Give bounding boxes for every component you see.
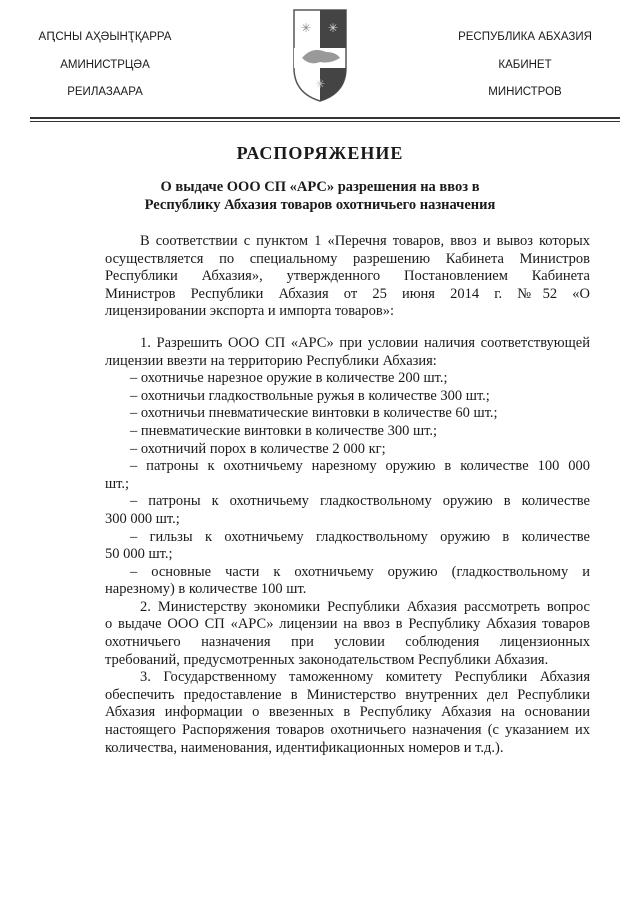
list-item: – патроны к охотничьему нарезному оружию в количестве 100 000 bbox=[130, 458, 590, 475]
text-line: лицензировании экспорта и импорта товаров»: bbox=[105, 303, 394, 320]
list-item: – патроны к охотничьему гладкоствольному оружию в количестве bbox=[130, 493, 590, 510]
text-line: обеспечить предоставление в Министерство внутренних дел Республики bbox=[105, 686, 590, 703]
text-line: Министров Республики Абхазия от 25 июня 2014 г. №52 «О bbox=[105, 285, 590, 302]
text-line: настоящего Распоряжения товаров охотничьего назначения (с указанием их bbox=[105, 722, 590, 739]
list-item: – пневматические винтовки в количестве 300 шт.; bbox=[130, 422, 438, 439]
text-line: количества, наименования, идентификационных номеров и т.д.). bbox=[105, 739, 504, 756]
text-line: осуществляется по специальному разрешению Кабинета Министров bbox=[105, 250, 590, 267]
list-item-cont: 50 000 шт.; bbox=[105, 546, 173, 563]
text-line: 3. Государственному таможенному комитету Республики Абхазия bbox=[140, 669, 590, 686]
list-item: – охотничье нарезное оружие в количестве 200 шт.; bbox=[130, 370, 448, 387]
subtitle-line: Республику Абхазия товаров охотничьего назначения bbox=[144, 197, 496, 213]
svg-text:✳: ✳ bbox=[300, 21, 312, 35]
svg-text:✳: ✳ bbox=[314, 77, 326, 91]
text-line: 2. Министерству экономики Республики Абхазия рассмотреть вопрос bbox=[140, 598, 590, 615]
document-subtitle bbox=[0, 178, 640, 214]
text-line: о выдаче ООО СП «АРС» лицензии на ввоз в Республику Абхазия товаров bbox=[105, 616, 590, 633]
list-item: – охотничий порох в количестве 2 000 кг; bbox=[130, 440, 386, 457]
document-body bbox=[105, 233, 590, 757]
text-line: В соответствии с пунктом 1 «Перечня товаров, ввоз и вывоз которых bbox=[140, 233, 590, 249]
list-item: – гильзы к охотничьему гладкоствольному оружию в количестве bbox=[130, 528, 590, 545]
header-russian bbox=[425, 30, 625, 113]
header-line: РЕСПУБЛИКА АБХАЗИЯ bbox=[458, 31, 592, 43]
list-item: – охотничьи гладкоствольные ружья в количестве 300 шт.; bbox=[130, 387, 490, 404]
item-3 bbox=[105, 669, 590, 757]
header-divider bbox=[30, 121, 620, 122]
text-line: лицензии ввезти на территорию Республики Абхазия: bbox=[105, 352, 437, 369]
subtitle-line: О выдаче ООО СП «АРС» разрешения на ввоз в bbox=[160, 179, 480, 195]
text-line: Абхазия информации о ввезенных в Республику Абхазия на основании bbox=[105, 704, 590, 721]
coat-of-arms-emblem bbox=[292, 8, 348, 103]
list-item-cont: 300 000 шт.; bbox=[105, 510, 180, 527]
preamble bbox=[105, 233, 590, 321]
list-item: – охотничьи пневматические винтовки в количестве 60 шт.; bbox=[130, 405, 498, 422]
header-line: АМИНИСТРЦӘА bbox=[60, 58, 150, 71]
document-title: РАСПОРЯЖЕНИЕ bbox=[236, 143, 404, 163]
header-line: КАБИНЕТ bbox=[498, 58, 552, 71]
text-line: 1. Разрешить ООО СП «АРС» при условии наличия соответствующей bbox=[140, 334, 590, 351]
header-divider bbox=[30, 117, 620, 119]
text-line: Республики Абхазия», утвержденного Постановлением Кабинета bbox=[105, 268, 590, 285]
list-item-cont: шт.; bbox=[105, 475, 130, 492]
header-line: АԤСНЫ АҲӘЫНҬҚАРРА bbox=[38, 31, 172, 43]
list-item-cont: нарезному) в количестве 100 шт. bbox=[105, 581, 307, 598]
item-1 bbox=[105, 335, 590, 599]
list-item: – основные части к охотничьему оружию (гладкоствольному и bbox=[130, 563, 590, 580]
item-2 bbox=[105, 599, 590, 669]
svg-text:✳: ✳ bbox=[327, 21, 339, 35]
header-line: МИНИСТРОВ bbox=[488, 86, 562, 98]
header-line: РЕИЛАЗААРА bbox=[67, 86, 143, 98]
text-line: требований, предусмотренных законодательством Республики Абхазия. bbox=[105, 651, 549, 668]
header-abkhaz bbox=[5, 30, 205, 113]
text-line: охотничьего назначения при условии соблюдения лицензионных bbox=[105, 634, 590, 651]
